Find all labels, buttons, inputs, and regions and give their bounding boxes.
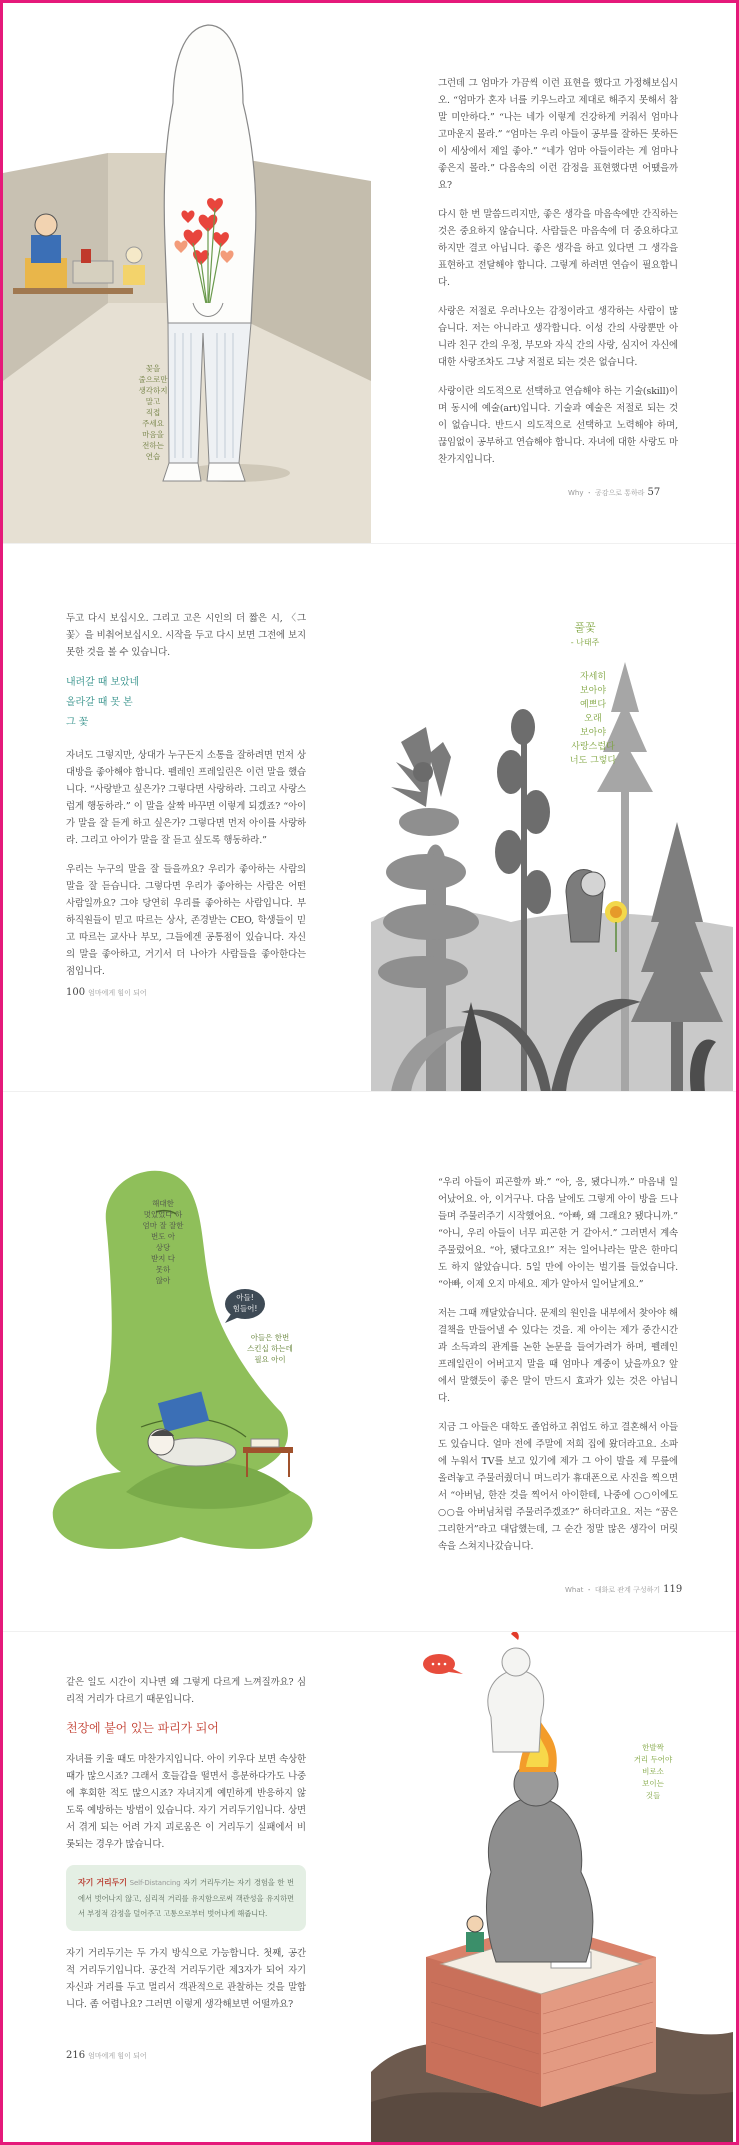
- paragraph: 사랑은 저절로 우러나오는 감정이라고 생각하는 사람이 많습니다. 저는 아니라고 생각합니다. 이성 간의 사랑뿐만 아니라 친구 간의 우정, 부모와 자식 간의 사랑, 심지어 자신에 대한 사랑조차도 그냥 저절로 되는 것은 없습니다.: [438, 306, 678, 368]
- handwritten-note-2: 아들은 한번 스킨십 하는데 필요 아이: [247, 1333, 293, 1364]
- body-text: [66, 610, 306, 992]
- callout-term: 자기 거리두기: [78, 1878, 127, 1887]
- paragraph: 지금 그 아들은 대학도 졸업하고 취업도 하고 결혼해서 아들도 있습니다. 얼마 전에 주말에 저희 집에 왔더라고요. 소파에 누워서 TV를 보고 있기에 제가 그 아이 발을 제 무릎에 올려놓고 주물러줬더니 며느리가 휴대폰으로 사진을 찍으면서 “아버님, 한잔 것을 찍어서 아이한테, 나중에 ○○이에도 ○○을 아버님처럼 주물러주겠죠?” 하더라고요. 저는 “꿈은 그리한거”라고 대답했는데, 그 순간 정말 많은 생각이 머릿속을 스쳐지나갔습니다.: [438, 1422, 678, 1552]
- paragraph: “우리 아들이 피곤할까 봐.” “아, 응, 됐다니까.” 마음내 일어났어요. 아, 이거구나. 다음 날에도 그렇게 아이 방을 드나들며 주물러주기 시작했어요. “아빠, 왜 그래요? 됐다니까.” “아니, 우리 아들이 너무 피곤한 거 같아서.” 그러면서 계속 주물렀어요. “아, 됐다고요!” 저는 일어나라는 말은 한마디도 하지 않았습니다. 5일 만에 아이는 벌기를 들었습니다. “아빠, 이제 오지 마세요. 제가 알아서 일어날게요.”: [438, 1177, 678, 1290]
- section-subhead: 천장에 붙어 있는 파리가 되어: [66, 1721, 219, 1735]
- page-number: 100: [66, 987, 86, 998]
- paragraph: 같은 일도 시간이 지나면 왜 그렇게 다르게 느껴질까요? 심리적 거리가 다르기 때문입니다.: [66, 1677, 306, 1705]
- paragraph: 두고 다시 보십시오. 그리고 고은 시인의 더 짧은 시, 〈그 꽃〉을 비춰어보십시오. 시작을 두고 다시 보면 그전에 보지 못한 것을 볼 수 있습니다.: [66, 613, 306, 658]
- handwritten-title: 풀꽃 - 나태주: [570, 621, 600, 647]
- body-text: [438, 1174, 678, 1567]
- page-frame: [3, 3, 736, 2142]
- folio-label: 엄마에게 힘이 되어: [88, 989, 147, 997]
- paragraph: 그런데 그 엄마가 가끔씩 이런 표현을 했다고 가정해보십시오. “엄마가 혼자 너를 키우느라고 제대로 해주지 못해서 참말 미안하다.” “나는 네가 이렇게 건강하게 커줘서 엄마나 고마운지 몰라.” “엄마는 우리 아들이 공부를 잘하든 못하든 이 세상에서 제일 좋아.” “네가 엄마 아들이라는 게 엄마나 좋은지 몰라.” 다음속의 이런 감정을 표현했다면 어땠을까요?: [438, 78, 678, 191]
- paragraph: 저는 그때 깨달았습니다. 문제의 원인을 내부에서 찾아야 해결책을 만들어낼 수 있다는 것을. 제 아이는 제가 중간시간과 소득과의 관계를 논한 논문을 들여가려가 하며, 펠레인 프레일린이 어버고지 말을 때 엄마나 계중이 났을까요? 앞에서 말했듯이 좋은 말이 만드시 효과가 있는 것은 아닙니다.: [438, 1308, 678, 1404]
- page-number: 57: [647, 487, 661, 498]
- body-text: [66, 1674, 306, 2025]
- folio-label: 엄마에게 힘이 되어: [88, 2052, 147, 2060]
- paragraph: 사랑이란 의도적으로 선택하고 연습해야 하는 기술(skill)이며 동시에 예술(art)입니다. 기술과 예술은 저절로 되는 것이 없습니다. 반드시 의도적으로 선택하고 노력해야 하며, 끊임없이 공부하고 연습해야 합니다. 자녀에 대한 사랑도 마찬가지입니다.: [438, 386, 678, 465]
- handwritten-poem: 자세히 보아야 예쁘다 오래 보아야 사랑스럽다 너도 그렇다: [569, 672, 617, 766]
- speech-bubble-text: 아들! 힘들어!: [232, 1293, 258, 1313]
- spread-1: [3, 3, 736, 543]
- spread-2: [3, 543, 736, 1091]
- handwritten-note: 꽃을 줄으로만 생각하지 말고 직접 주세요 마음을 전하는 연습: [138, 364, 168, 461]
- handwritten-note: 해대한 멋있었다 하 엄마 잘 잘한 번도 아 상당 받지 다 못하 않아: [142, 1199, 184, 1285]
- paragraph: 자녀도 그렇지만, 상대가 누구든지 소통을 잘하려면 먼저 상대방을 좋아해야 합니다. 펠레인 프레일린은 이런 말을 했습니다. “사랑받고 싶은가? 그렇다면 사랑하라. 그리고 사랑스럽게 행동하라.” 이 말을 살짝 바꾸면 이렇게 되겠죠? “아이가 말을 잘 듣게 하고 싶은가? 그렇다면 먼저 아이를 사랑하라. 그리고 아이가 말을 잘 듣고 싶도록 행동하라.”: [66, 750, 306, 846]
- spread-4: [3, 1631, 736, 2142]
- paragraph: 우리는 누구의 말을 잘 들을까요? 우리가 좋아하는 사람의 말을 잘 듣습니다. 그렇다면 우리가 좋아하는 사람은 어떤 사람일까요? 그야 당연히 우리를 좋아하는 사람입니다. 부하직원들이 믿고 따르는 상사, 존경받는 CEO, 학생들이 믿고 따르는 교사나 부모, 그들에겐 공통점이 있습니다. 자신의 말을 좋아하고, 거기서 더 나아가 사람들을 좋아한다는 점입니다.: [66, 864, 306, 977]
- paragraph: 자기 거리두기는 두 가지 방식으로 가능합니다. 첫째, 공간적 거리두기입니다. 공간적 거리두기란 제3자가 되어 자기 자신과 거리를 두고 멀리서 객관적으로 관찰하는 것을 말합니다. 좀 어렵나요? 그러면 이렇게 생각해보면 어떨까요?: [66, 1948, 306, 2010]
- folio: [565, 1584, 685, 1595]
- handwritten-note: 한발짝 거리 두어야 비로소 보이는 것들: [633, 1743, 673, 1800]
- folio: [568, 487, 663, 498]
- folio-label: Why ・ 공감으로 통하라: [568, 489, 645, 497]
- illustration-self-distancing: [371, 1632, 733, 2142]
- callout-text: 자기 거리두기는 자기 경험을 한 번에서 벗어나지 않고, 심리적 거리를 유지함으로써 객관성을 유지하면서 부정적 감정을 덜어주고 고통으로부터 벗어나게 해줍니다.: [78, 1878, 294, 1918]
- folio-label: What ・ 대화로 관계 구성하기: [565, 1586, 661, 1594]
- illustration-man-with-flowers: [3, 3, 371, 543]
- page-number: 216: [66, 2050, 86, 2061]
- spread-3: [3, 1091, 736, 1631]
- poem: 내려갈 때 보았네 올라갈 때 못 본 그 꽃: [66, 677, 140, 728]
- folio: [66, 2050, 147, 2061]
- paragraph: 다시 한 번 말씀드리지만, 좋은 생각을 마음속에만 간직하는 것은 중요하지 않습니다. 사람들은 마음속에 더 중요하다고 하지만 결코 아닙니다. 좋은 생각을 하고 있다면 그 생각을 표현하고 전달해야 합니다. 그렇게 하려면 연습이 필요합니다.: [438, 209, 678, 288]
- illustration-plants: [371, 622, 733, 1091]
- folio: [66, 987, 147, 998]
- body-text: [438, 75, 678, 480]
- callout-term-en: Self-Distancing: [129, 1879, 181, 1887]
- page-number: 119: [663, 1584, 683, 1595]
- paragraph: 자녀를 키울 때도 마찬가지입니다. 아이 키우다 보면 속상한 때가 많으시죠? 그래서 호들갑을 떨면서 흥분하다가도 나중에 후회한 적도 많으시죠? 자녀지게 예민하게 반응하지 않도록 예방하는 방법이 있습니다. 자기 거리두기입니다. 상면서 겪게 되는 어려 가지 괴로움은 이 거리두기 실패에서 비롯되는 경우가 많습니다.: [66, 1754, 306, 1850]
- definition-callout: [66, 1865, 306, 1931]
